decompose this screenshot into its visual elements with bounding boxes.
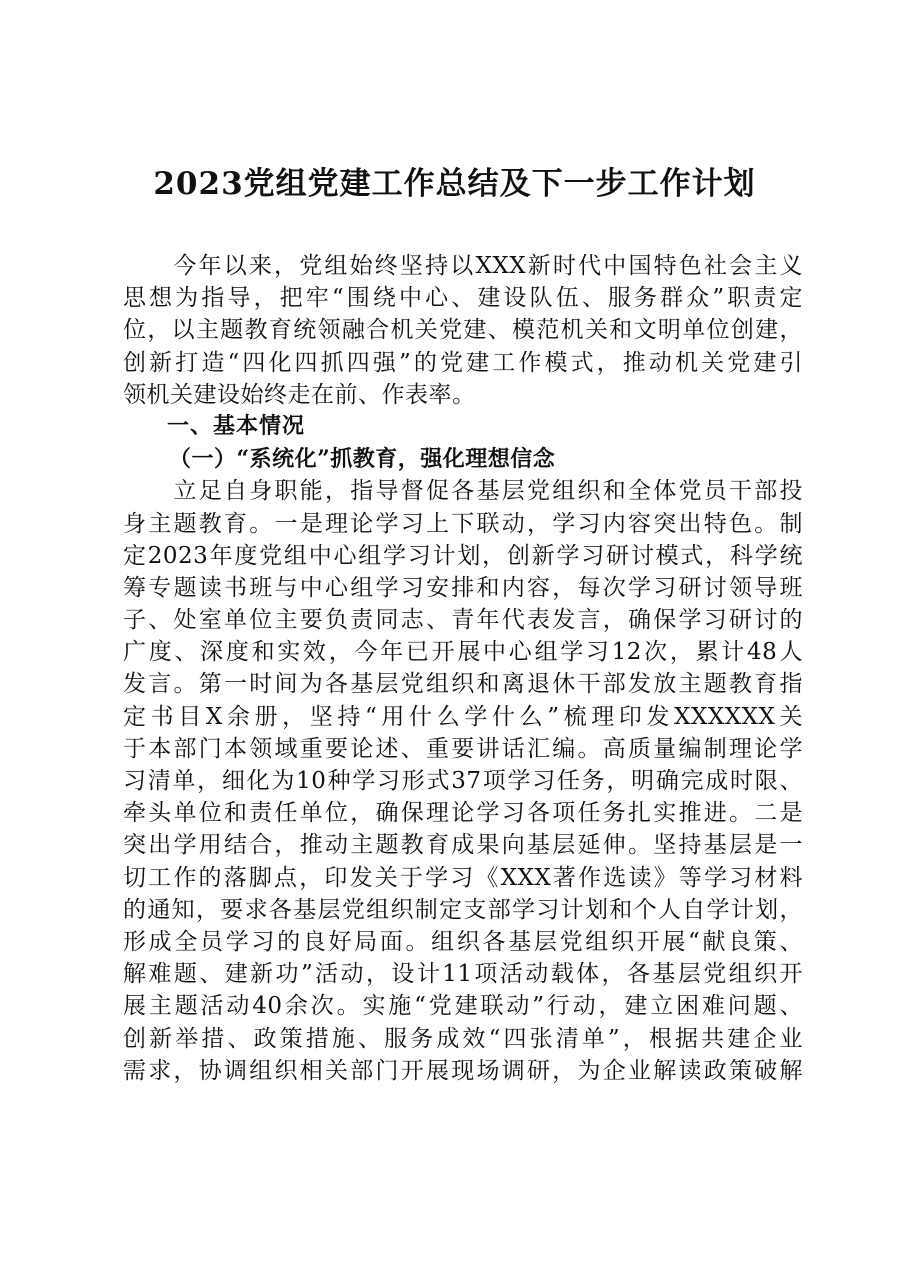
intro-line: 思想为指导，把牢“围绕中心、建设队伍、服务群众”职责定: [123, 285, 803, 312]
paragraph-line: 牵头单位和责任单位，确保理论学习各项任务扎实推进。二是: [123, 800, 803, 827]
paragraph-line: 于本部门本领域重要论述、重要讲话汇编。高质量编制理论学: [123, 735, 803, 762]
paragraph-line: 解难题、建新功”活动，设计11项活动载体，各基层党组织开: [123, 961, 803, 988]
intro-line: 今年以来，党组始终坚持以XXX新时代中国特色社会主义: [123, 253, 803, 279]
paragraph-line: 广度、深度和实效，今年已开展中心组学习12次，累计48人: [123, 639, 803, 666]
paragraph-line: 筹专题读书班与中心组学习安排和内容，每次学习研讨领导班: [123, 574, 803, 601]
paragraph-line: 定书目X余册，坚持“用什么学什么”梳理印发XXXXXX关: [123, 703, 803, 730]
document-title: 2023党组党建工作总结及下一步工作计划: [153, 166, 756, 202]
paragraph-line: 习清单，细化为10种学习形式37项学习任务，明确完成时限、: [123, 768, 803, 794]
intro-line: 位，以主题教育统领融合机关党建、模范机关和文明单位创建，: [123, 317, 803, 344]
section-heading: 一、基本情况: [167, 413, 306, 439]
paragraph-line: 的通知，要求各基层党组织制定支部学习计划和个人自学计划，: [123, 896, 803, 923]
paragraph-line: 子、处室单位主要负责同志、青年代表发言，确保学习研讨的: [123, 607, 803, 634]
intro-line: 领机关建设始终走在前、作表率。: [123, 381, 476, 408]
paragraph-line: 展主题活动40余次。实施“党建联动”行动，建立困难问题、: [123, 993, 803, 1020]
paragraph-line: 创新举措、政策措施、服务成效“四张清单”，根据共建企业: [123, 1025, 803, 1052]
paragraph-line: 切工作的落脚点，印发关于学习《XXX著作选读》等学习材料: [123, 864, 803, 891]
paragraph-line: 需求，协调组织相关部门开展现场调研，为企业解读政策破解: [123, 1057, 803, 1084]
paragraph-line: 形成全员学习的良好局面。组织各基层党组织开展“献良策、: [123, 928, 803, 955]
paragraph-line: 定2023年度党组中心组学习计划，创新学习研讨模式，科学统: [123, 542, 803, 569]
paragraph-line: 立足自身职能，指导督促各基层党组织和全体党员干部投: [123, 478, 803, 505]
intro-line: 创新打造“四化四抓四强”的党建工作模式，推动机关党建引: [123, 349, 803, 376]
paragraph-line: 发言。第一时间为各基层党组织和离退休干部发放主题教育指: [123, 671, 803, 698]
paragraph-line: 身主题教育。一是理论学习上下联动，学习内容突出特色。制: [123, 510, 803, 537]
document-body: [123, 250, 803, 1087]
subsection-heading: （一）“系统化”抓教育，强化理想信念: [169, 446, 556, 473]
paragraph-line: 突出学用结合，推动主题教育成果向基层延伸。坚持基层是一: [123, 832, 803, 859]
